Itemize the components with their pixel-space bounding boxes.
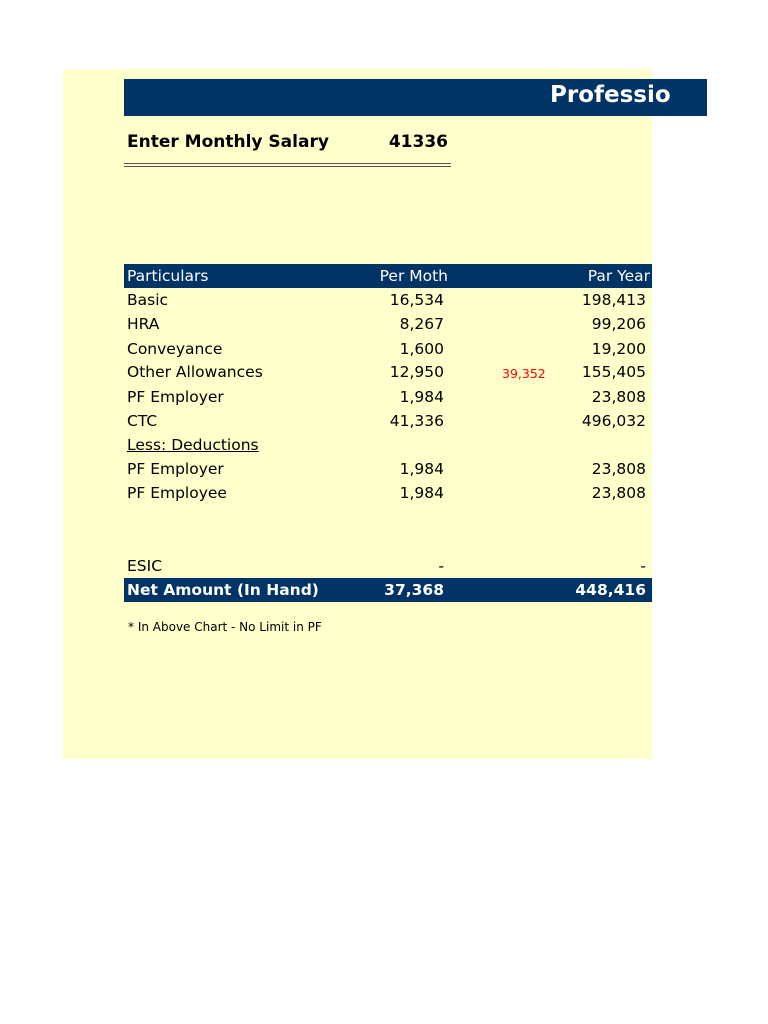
table-row-conveyance bbox=[124, 337, 652, 361]
header-per-year: Par Year bbox=[587, 267, 650, 285]
row-label: HRA bbox=[127, 315, 160, 333]
header-per-month: Per Moth bbox=[379, 267, 448, 285]
row-label: ESIC bbox=[127, 557, 163, 575]
table-row-pf-employer-deduction bbox=[124, 457, 652, 481]
row-month-value: 41,336 bbox=[389, 412, 444, 430]
row-month-value: 1,984 bbox=[399, 484, 444, 502]
row-year-value: 23,808 bbox=[591, 460, 646, 478]
net-amount-year: 448,416 bbox=[575, 581, 646, 599]
page-title: Professio bbox=[550, 82, 671, 108]
side-note-value: 39,352 bbox=[502, 366, 546, 381]
row-month-value: 1,984 bbox=[399, 460, 444, 478]
salary-label: Enter Monthly Salary bbox=[127, 132, 329, 152]
row-month-value: 12,950 bbox=[389, 363, 444, 381]
row-label: Other Allowances bbox=[127, 363, 263, 381]
footnote: * In Above Chart - No Limit in PF bbox=[128, 620, 322, 634]
net-amount-label: Net Amount (In Hand) bbox=[127, 581, 319, 599]
table-row-ctc bbox=[124, 409, 652, 433]
row-year-value: 19,200 bbox=[591, 340, 646, 358]
row-year-value: 99,206 bbox=[591, 315, 646, 333]
row-year-value: 23,808 bbox=[591, 388, 646, 406]
row-month-value: 1,984 bbox=[399, 388, 444, 406]
title-bar bbox=[124, 79, 707, 116]
row-label: CTC bbox=[127, 412, 158, 430]
table-row-net-amount bbox=[124, 578, 652, 602]
row-label: PF Employer bbox=[127, 388, 224, 406]
header-particulars: Particulars bbox=[127, 267, 209, 285]
table-row-basic bbox=[124, 288, 652, 312]
table-row-esic bbox=[124, 554, 652, 578]
salary-double-underline bbox=[124, 163, 451, 167]
table-row-other-allowances bbox=[124, 360, 652, 384]
row-year-value: 155,405 bbox=[581, 363, 646, 381]
row-label: Basic bbox=[127, 291, 169, 309]
row-month-value: - bbox=[438, 557, 444, 575]
row-label: Conveyance bbox=[127, 340, 223, 358]
table-row-pf-employer bbox=[124, 385, 652, 409]
table-row-hra bbox=[124, 312, 652, 336]
net-amount-month: 37,368 bbox=[384, 581, 444, 599]
salary-input-cell[interactable]: 41336 bbox=[388, 132, 448, 152]
row-year-value: - bbox=[640, 557, 646, 575]
table-row-pf-employee bbox=[124, 481, 652, 505]
row-year-value: 198,413 bbox=[581, 291, 646, 309]
row-year-value: 496,032 bbox=[581, 412, 646, 430]
row-label: PF Employer bbox=[127, 460, 224, 478]
deductions-heading: Less: Deductions bbox=[127, 436, 259, 454]
row-label: PF Employee bbox=[127, 484, 227, 502]
row-year-value: 23,808 bbox=[591, 484, 646, 502]
table-row-less-deductions bbox=[124, 433, 652, 457]
row-month-value: 8,267 bbox=[399, 315, 444, 333]
row-month-value: 16,534 bbox=[389, 291, 444, 309]
row-month-value: 1,600 bbox=[399, 340, 444, 358]
table-header-row bbox=[124, 264, 652, 288]
